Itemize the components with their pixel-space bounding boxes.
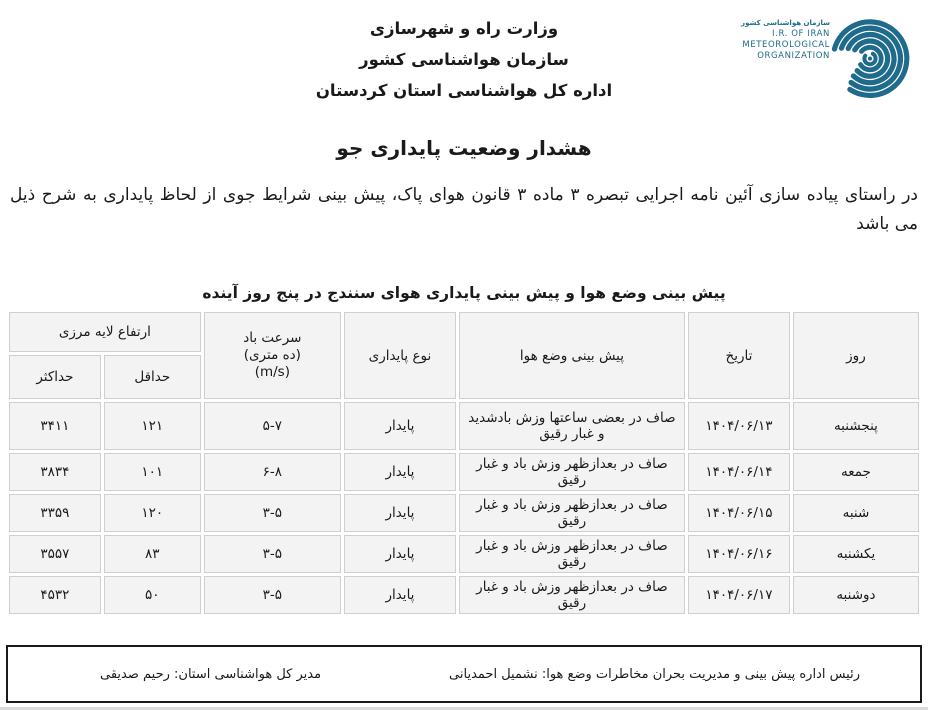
org-line-ministry: وزارت راه و شهرسازی [369, 19, 559, 38]
cell-forecast: صاف در بعدازظهر وزش باد و غبار رقیق [459, 494, 685, 532]
cell-forecast: صاف در بعدازظهر وزش باد و غبار رقیق [459, 453, 685, 491]
col-header-day: روز [793, 312, 919, 399]
col-header-date: تاریخ [688, 312, 790, 399]
logo-english-line-2: METEOROLOGICAL [742, 40, 830, 50]
cell-wind: ۳-۵ [204, 494, 341, 532]
cell-date: ۱۴۰۴/۰۶/۱۶ [688, 535, 790, 573]
cell-day: دوشنبه [793, 576, 919, 614]
logo-english-line-3: ORGANIZATION [757, 51, 830, 61]
irimo-logo [718, 6, 910, 108]
cell-min: ۱۰۱ [104, 453, 201, 491]
cell-min: ۱۲۱ [104, 402, 201, 450]
page-title: هشدار وضعیت پایداری جو [336, 136, 592, 160]
logo-persian-name: سازمان هواشناسی کشور [741, 19, 830, 27]
cell-min: ۸۳ [104, 535, 201, 573]
col-header-stability: نوع پایداری [344, 312, 456, 399]
cell-stability: پایدار [344, 494, 456, 532]
logo-english-line-1: I.R. OF IRAN [772, 29, 830, 39]
director-general-signature: مدیر کل هواشناسی استان: رحیم صدیقی [100, 666, 322, 682]
cell-min: ۵۰ [104, 576, 201, 614]
irimo-logo-text [718, 6, 830, 62]
cell-forecast: صاف در بعضی ساعتها وزش بادشدید و غبار رقیق [459, 402, 685, 450]
col-header-boundary-layer: ارتفاع لایه مرزی [9, 312, 201, 352]
cell-max: ۳۴۱۱ [9, 402, 101, 450]
table-row [9, 494, 919, 532]
col-header-max: حداکثر [9, 355, 101, 399]
col-header-forecast: پیش بینی وضع هوا [459, 312, 685, 399]
cell-forecast: صاف در بعدازظهر وزش باد و غبار رقیق [459, 576, 685, 614]
cell-day: شنبه [793, 494, 919, 532]
forecast-table [6, 309, 922, 617]
cell-day: جمعه [793, 453, 919, 491]
cell-min: ۱۲۰ [104, 494, 201, 532]
cell-date: ۱۴۰۴/۰۶/۱۵ [688, 494, 790, 532]
cell-max: ۴۵۳۲ [9, 576, 101, 614]
table-row [9, 402, 919, 450]
cell-stability: پایدار [344, 402, 456, 450]
cell-date: ۱۴۰۴/۰۶/۱۴ [688, 453, 790, 491]
table-title: پیش بینی وضع هوا و پیش بینی پایداری هوای سنندج در پنج روز آینده [202, 284, 726, 302]
intro-paragraph: در راستای پیاده سازی آئین نامه اجرایی تبصره ۳ ماده ۳ قانون هوای پاک، پیش بینی شرایط جوی از لحاظ پایداری به شرح ذیل می باشد [10, 185, 918, 234]
forecast-head-signature: رئیس اداره پیش بینی و مدیریت بحران مخاطرات وضع هوا: نشمیل احمدیانی [449, 666, 860, 682]
org-line-organization: سازمان هواشناسی کشور [359, 50, 569, 69]
cell-max: ۳۵۵۷ [9, 535, 101, 573]
cell-day: پنجشنبه [793, 402, 919, 450]
table-row [9, 453, 919, 491]
cell-stability: پایدار [344, 453, 456, 491]
cell-date: ۱۴۰۴/۰۶/۱۷ [688, 576, 790, 614]
table-row [9, 535, 919, 573]
cell-forecast: صاف در بعدازظهر وزش باد و غبار رقیق [459, 535, 685, 573]
cell-wind: ۳-۵ [204, 576, 341, 614]
signature-box [6, 645, 922, 703]
cell-max: ۳۸۳۴ [9, 453, 101, 491]
col-header-min: حداقل [104, 355, 201, 399]
cell-stability: پایدار [344, 576, 456, 614]
spiral-logo-icon [830, 6, 910, 108]
col-header-wind-speed: سرعت باد (ده متری) (m/s) [204, 312, 341, 399]
cell-wind: ۶-۸ [204, 453, 341, 491]
cell-day: یکشنبه [793, 535, 919, 573]
cell-wind: ۳-۵ [204, 535, 341, 573]
cell-stability: پایدار [344, 535, 456, 573]
cell-wind: ۵-۷ [204, 402, 341, 450]
table-row [9, 576, 919, 614]
org-line-province-office: اداره کل هواشناسی استان کردستان [315, 81, 613, 100]
cell-max: ۳۳۵۹ [9, 494, 101, 532]
cell-date: ۱۴۰۴/۰۶/۱۳ [688, 402, 790, 450]
